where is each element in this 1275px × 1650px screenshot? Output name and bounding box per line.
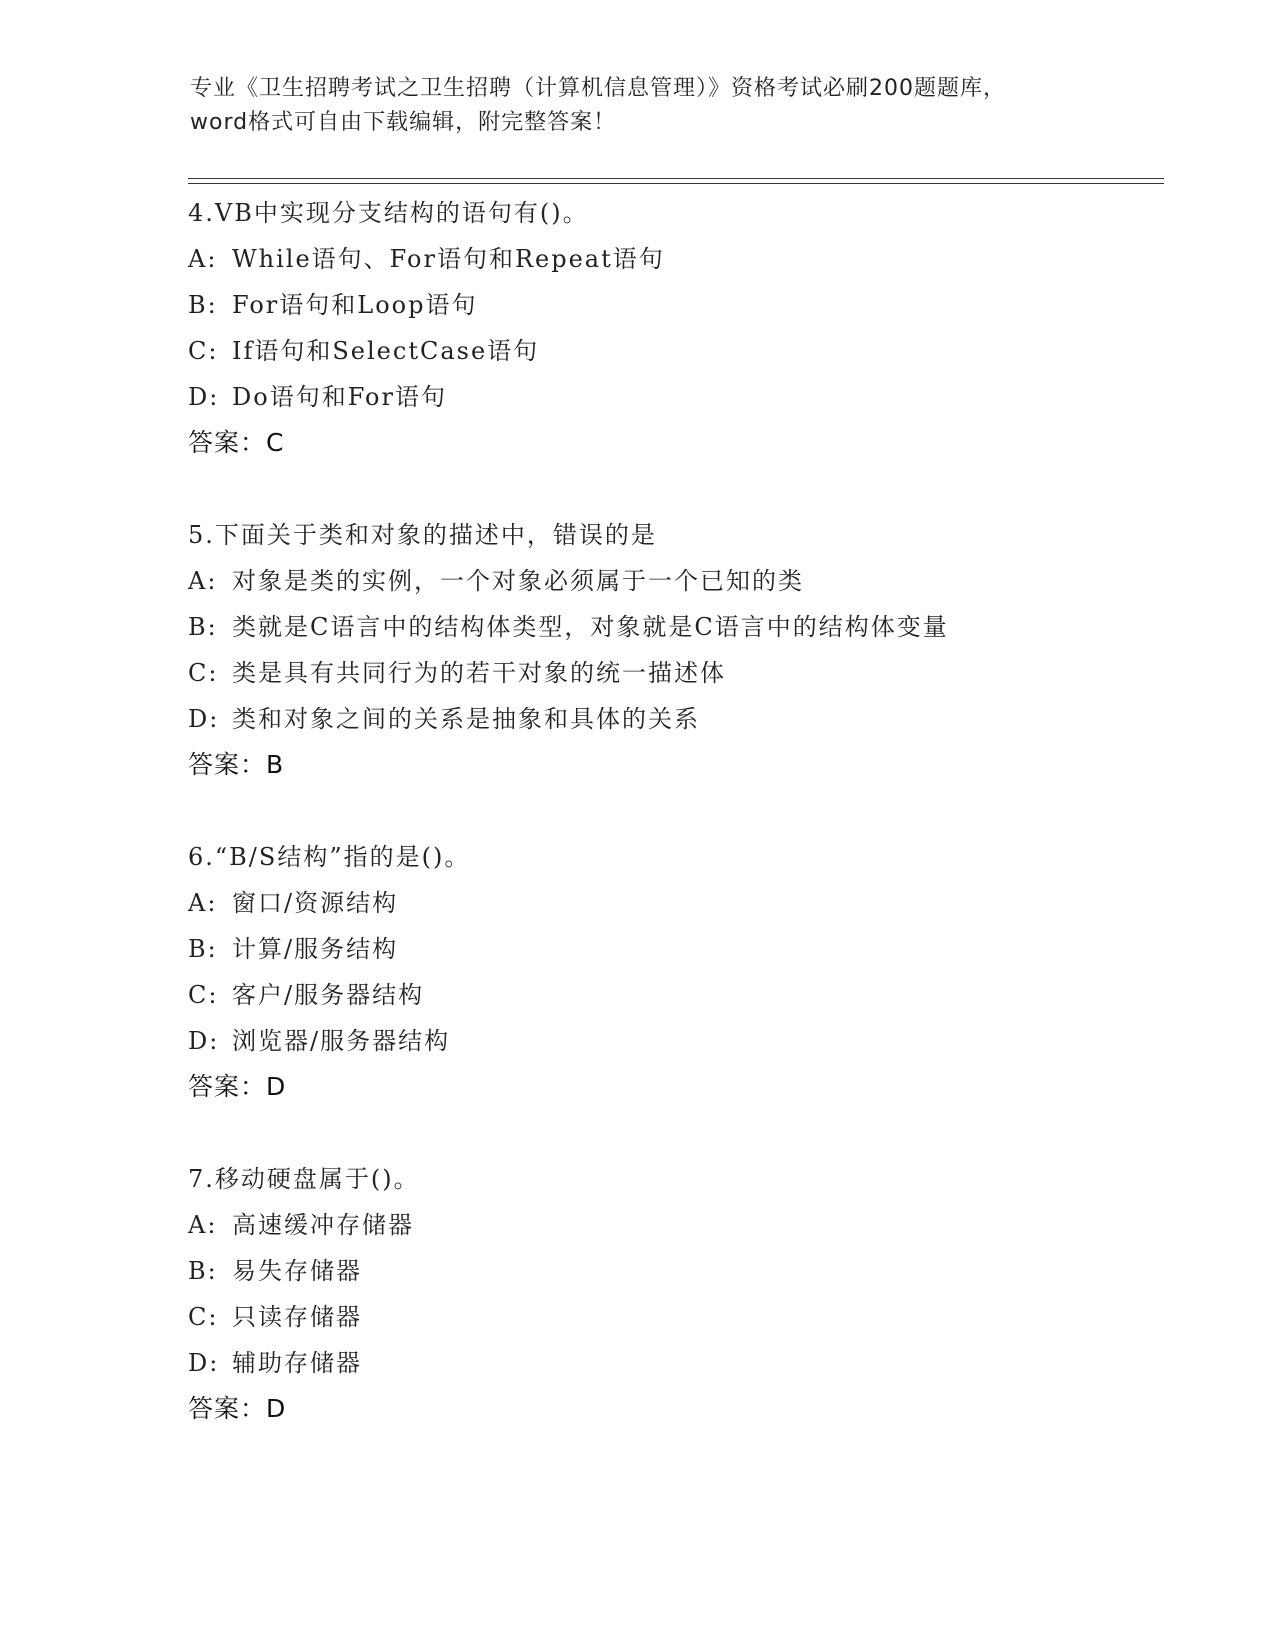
- option-label: A:: [188, 889, 218, 917]
- option-a: [188, 236, 1188, 282]
- option-d: [188, 696, 1188, 742]
- option-label: C:: [188, 337, 219, 365]
- option-b: [188, 282, 1188, 328]
- header-divider-bottom: [188, 183, 1164, 184]
- option-b: [188, 604, 1188, 650]
- option-text: 浏览器/服务器结构: [232, 1027, 451, 1055]
- header-title-line-1: 专业《卫生招聘考试之卫生招聘（计算机信息管理）》资格考试必刷200题题库，: [190, 76, 1006, 101]
- option-text: 类和对象之间的关系是抽象和具体的关系: [232, 705, 700, 733]
- question-stem: 7.移动硬盘属于()。: [188, 1165, 420, 1193]
- option-label: A:: [188, 567, 218, 595]
- option-text: 只读存储器: [232, 1303, 362, 1331]
- option-label: B:: [188, 1257, 218, 1285]
- option-text: For语句和Loop语句: [232, 291, 478, 319]
- option-b: [188, 1248, 1188, 1294]
- option-label: A:: [188, 245, 218, 273]
- option-label: D:: [188, 383, 220, 411]
- header-title-line-2: word格式可自由下载编辑，附完整答案！: [190, 110, 617, 135]
- option-a: [188, 1202, 1188, 1248]
- option-text: 高速缓冲存储器: [232, 1211, 414, 1239]
- answer-line: 答案：D: [188, 1394, 287, 1423]
- document-header: [190, 72, 1090, 140]
- answer-line: 答案：C: [188, 428, 285, 457]
- option-text: 类是具有共同行为的若干对象的统一描述体: [232, 659, 726, 687]
- question-stem: 6.“B/S结构”指的是()。: [188, 843, 471, 871]
- option-c: [188, 328, 1188, 374]
- option-text: While语句、For语句和Repeat语句: [232, 245, 665, 273]
- option-text: 类就是C语言中的结构体类型，对象就是C语言中的结构体变量: [232, 613, 949, 641]
- option-text: Do语句和For语句: [232, 383, 447, 411]
- option-d: [188, 1340, 1188, 1386]
- option-b: [188, 926, 1188, 972]
- option-label: D:: [188, 705, 220, 733]
- answer-line: 答案：B: [188, 750, 285, 779]
- option-text: 计算/服务结构: [232, 935, 399, 963]
- option-d: [188, 374, 1188, 420]
- option-label: B:: [188, 291, 218, 319]
- option-c: [188, 972, 1188, 1018]
- question-stem: 5.下面关于类和对象的描述中，错误的是: [188, 521, 657, 549]
- option-d: [188, 1018, 1188, 1064]
- header-divider-top: [188, 178, 1164, 179]
- option-text: If语句和SelectCase语句: [232, 337, 540, 365]
- option-text: 辅助存储器: [232, 1349, 362, 1377]
- option-text: 客户/服务器结构: [232, 981, 425, 1009]
- option-label: C:: [188, 1303, 219, 1331]
- option-a: [188, 880, 1188, 926]
- question-list: [188, 190, 1188, 1478]
- question-6: [188, 834, 1188, 1110]
- option-label: D:: [188, 1027, 220, 1055]
- option-text: 窗口/资源结构: [232, 889, 399, 917]
- question-7: [188, 1156, 1188, 1432]
- option-label: D:: [188, 1349, 220, 1377]
- option-label: C:: [188, 981, 219, 1009]
- option-a: [188, 558, 1188, 604]
- question-4: [188, 190, 1188, 466]
- option-text: 对象是类的实例，一个对象必须属于一个已知的类: [232, 567, 804, 595]
- option-c: [188, 1294, 1188, 1340]
- option-label: C:: [188, 659, 219, 687]
- option-label: A:: [188, 1211, 218, 1239]
- question-stem: 4.VB中实现分支结构的语句有()。: [188, 199, 589, 227]
- option-label: B:: [188, 613, 218, 641]
- question-5: [188, 512, 1188, 788]
- option-label: B:: [188, 935, 218, 963]
- answer-line: 答案：D: [188, 1072, 287, 1101]
- option-text: 易失存储器: [232, 1257, 362, 1285]
- option-c: [188, 650, 1188, 696]
